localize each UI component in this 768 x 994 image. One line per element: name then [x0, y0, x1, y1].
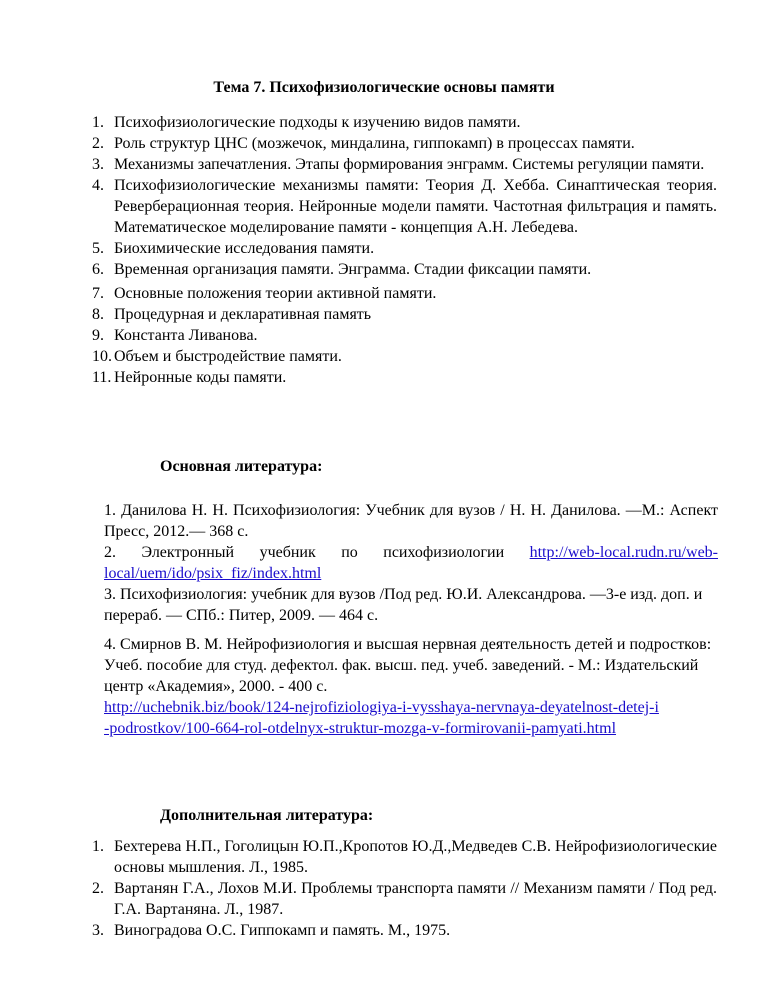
item-number: 3. [92, 156, 104, 173]
literature-link-row [104, 697, 664, 739]
list-item [92, 346, 717, 367]
item-text: Вартанян Г.А., Лохов М.И. Проблемы транспорта памяти // Механизм памяти / Под ред. Г.А. Вартаняна. Л., 1987. [114, 880, 717, 918]
item-number: 3. [92, 922, 104, 939]
list-item [92, 836, 717, 878]
item-text: Механизмы запечатления. Этапы формирования энграмм. Системы регуляции памяти. [114, 156, 705, 173]
page-title: Тема 7. Психофизиологические основы памяти [213, 79, 555, 96]
item-text: Нейронные коды памяти. [114, 369, 287, 386]
textbook-link[interactable]: http://web-local.rudn.ru/web-local/uem/ido/psix_fiz/index.html [104, 544, 718, 582]
item-text: Биохимические исследования памяти. [114, 240, 375, 257]
item-text: Процедурная и декларативная память [114, 306, 372, 323]
item-number: 8. [92, 306, 104, 323]
item-number: 7. [92, 285, 104, 302]
literature-text: 3. Психофизиология: учебник для вузов /Под ред. Ю.И. Александрова. —3-е изд. доп. и перераб. — СПб.: Питер, 2009. — 464 с. [104, 586, 703, 624]
uchebnik-link[interactable]: http://uchebnik.biz/book/124-nejrofiziologiya-i-vysshaya-nervnaya-deyatelnost-detej-i-podrostkov/100-664-rol-otdelnyx-struktur-mozga-v-formirovanii-pamyati.html [104, 699, 659, 737]
literature-item [104, 500, 718, 542]
item-text: Виноградова О.С. Гиппокамп и память. М., 1975. [114, 922, 451, 939]
item-number: 1. [92, 114, 104, 131]
list-item [92, 133, 717, 154]
item-text: Роль структур ЦНС (мозжечок, миндалина, гиппокамп) в процессах памяти. [114, 135, 635, 152]
item-text: Константа Ливанова. [114, 327, 258, 344]
list-item [92, 175, 717, 238]
item-text: Объем и быстродействие памяти. [114, 348, 342, 365]
extra-literature-list [92, 836, 717, 941]
literature-text: 4. Смирнов В. М. Нейрофизиология и высшая нервная деятельность детей и подростков: Учеб. пособие для студ. дефектол. фак. высш. пед. учеб. заведений. - М.: Издательский центр «Академия», 2000. - 400 с. [104, 636, 712, 695]
list-item [92, 878, 717, 920]
item-number: 4. [92, 177, 104, 194]
item-text: Психофизиологические подходы к изучению видов памяти. [114, 114, 521, 131]
item-text: Основные положения теории активной памяти. [114, 285, 437, 302]
topics-list [92, 112, 717, 388]
list-item [92, 367, 717, 388]
main-literature-heading: Основная литература: [160, 458, 323, 475]
literature-item [104, 584, 718, 626]
literature-text: 1. Данилова Н. Н. Психофизиология: Учебник для вузов / Н. Н. Данилова. —М.: Аспект Пресс, 2012.— 368 с. [104, 502, 718, 540]
item-text: Бехтерева Н.П., Гоголицын Ю.П.,Кропотов Ю.Д.,Медведев С.В. Нейрофизиологические основы мышления. Л., 1985. [114, 838, 717, 876]
list-item [92, 238, 717, 259]
list-item [92, 325, 717, 346]
item-number: 6. [92, 261, 104, 278]
extra-literature-heading: Дополнительная литература: [160, 807, 374, 824]
list-item [92, 920, 717, 941]
item-number: 2. [92, 135, 104, 152]
list-item [92, 283, 717, 304]
literature-text: 2. Электронный учебник по психофизиологии [104, 544, 530, 561]
item-number: 9. [92, 327, 104, 344]
main-literature-list [104, 500, 718, 626]
literature-item [104, 542, 718, 584]
list-item [92, 259, 717, 280]
literature-item [104, 634, 718, 697]
item-text: Временная организация памяти. Энграмма. Стадии фиксации памяти. [114, 261, 592, 278]
item-number: 2. [92, 880, 104, 897]
item-number: 5. [92, 240, 104, 257]
list-item [92, 304, 717, 325]
item-number: 10. [92, 348, 112, 365]
list-item [92, 154, 717, 175]
list-item [92, 112, 717, 133]
main-literature-item-4 [104, 634, 718, 739]
item-text: Психофизиологические механизмы памяти: Теория Д. Хебба. Синаптическая теория. Реверберационная теория. Нейронные модели памяти. Частотная фильтрация и память. Математическое моделирование памяти - концепция А.Н. Лебедева. [114, 177, 717, 236]
item-number: 1. [92, 838, 104, 855]
item-number: 11. [92, 369, 112, 386]
